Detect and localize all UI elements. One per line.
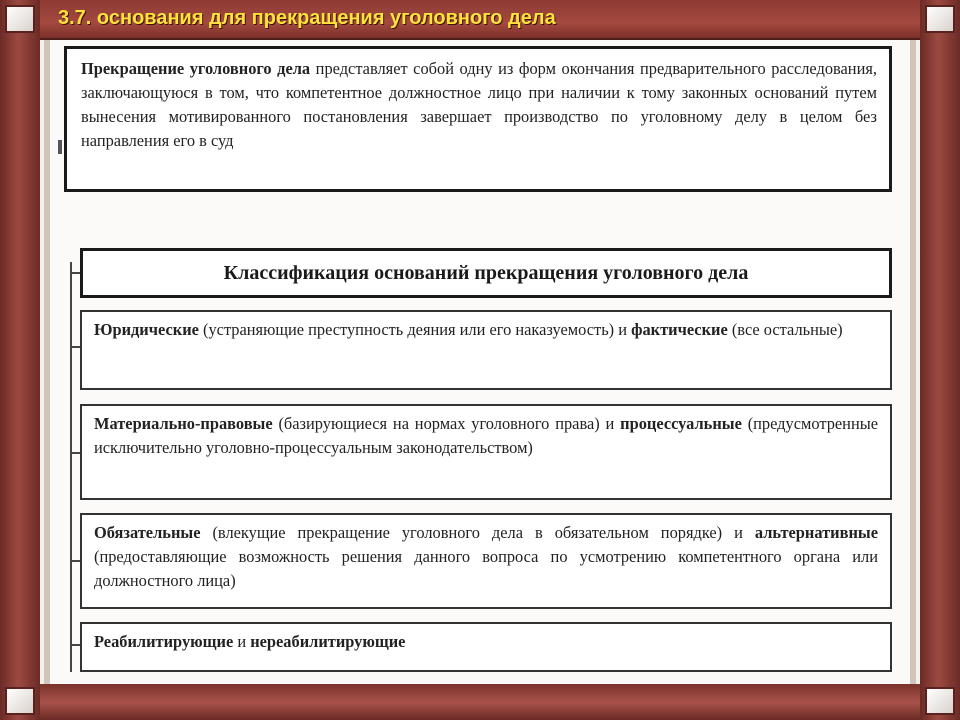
item-desc: (предусмотренные исключительно уголовно-процессуальным законодательством)	[94, 414, 878, 457]
classification-item-mandatory	[80, 513, 892, 609]
slide-title: 3.7. основания для прекращения уголовного дела	[58, 7, 556, 29]
item-term: процессуальные	[620, 414, 742, 433]
item-desc: и	[233, 632, 251, 651]
slide-content	[44, 40, 916, 684]
corner-ornament-top-right	[925, 5, 955, 33]
slide-title-bar	[40, 0, 920, 40]
definition-box	[64, 46, 892, 192]
item-desc: (устраняющие преступность деяния или его наказуемость) и	[198, 320, 632, 339]
corner-ornament-bottom-right	[925, 687, 955, 715]
classification-heading: Классификация оснований прекращения уголовного дела	[80, 248, 892, 298]
corner-ornament-bottom-left	[5, 687, 35, 715]
item-term: Обязательные	[94, 523, 201, 542]
classification-connector-line	[70, 262, 72, 672]
item-term: Юридические	[94, 320, 199, 339]
definition-term: Прекращение уголовного дела	[81, 59, 311, 78]
connector-item-1	[70, 346, 80, 348]
definition-text: представляет собой одну из форм окончания предварительного расследования, заключающуюся в том, что компетентное должностное лицо при наличии к тому законных оснований путем вынесения мотивированного постановления завершает производство по уголовному делу в целом без направления его в суд	[81, 59, 877, 150]
connector-item-2	[70, 452, 80, 454]
item-desc: (базирующиеся на нормах уголовного права) и	[272, 414, 621, 433]
slide-frame-left	[0, 0, 40, 720]
slide-frame-bottom	[40, 684, 920, 720]
item-term: альтернативные	[754, 523, 878, 542]
item-desc: (предоставляющие возможность решения данного вопроса по усмотрению компетентного органа или должностного лица)	[94, 547, 878, 590]
classification-item-material	[80, 404, 892, 500]
item-term: Материально-правовые	[94, 414, 273, 433]
connector-heading	[70, 272, 80, 274]
classification-item-legal	[80, 310, 892, 390]
item-term: фактические	[631, 320, 728, 339]
connector-item-4	[70, 644, 80, 646]
margin-tick	[58, 140, 62, 154]
item-desc: (все остальные)	[727, 320, 843, 339]
item-term: Реабилитирующие	[94, 632, 234, 651]
corner-ornament-top-left	[5, 5, 35, 33]
classification-item-rehabilitating	[80, 622, 892, 672]
slide-frame-right	[920, 0, 960, 720]
item-term: нереабилитирующие	[250, 632, 406, 651]
connector-item-3	[70, 560, 80, 562]
item-desc: (влекущие прекращение уголовного дела в обязательном порядке) и	[200, 523, 755, 542]
